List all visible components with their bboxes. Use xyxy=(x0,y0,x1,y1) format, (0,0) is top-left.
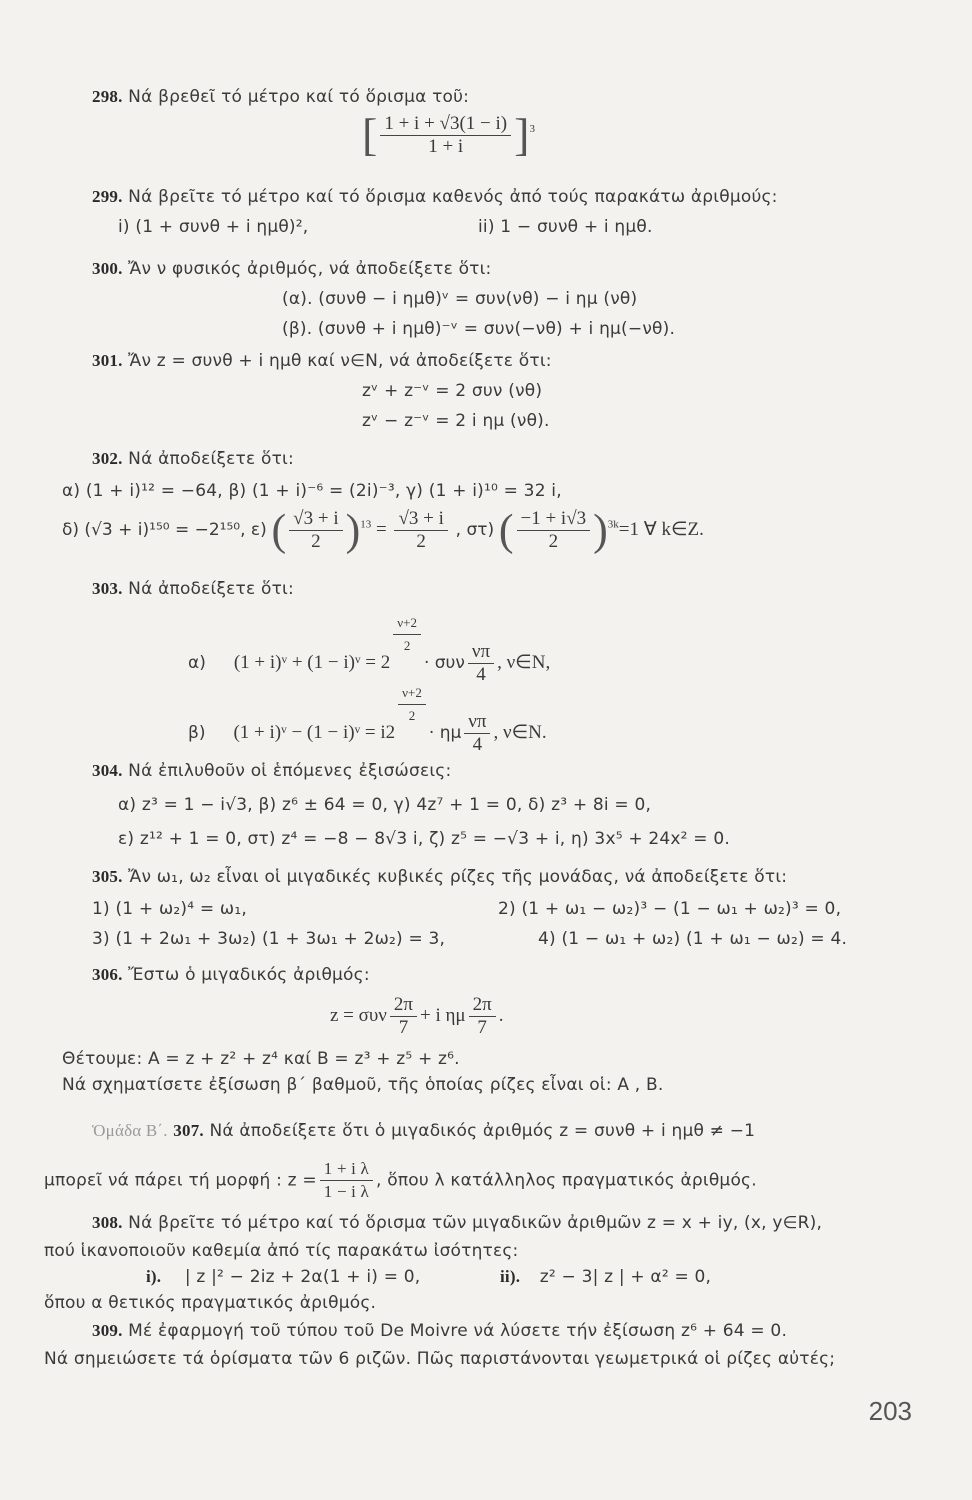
problem-text: Ἄν ω₁, ω₂ εἶναι οἱ μιγαδικές κυβικές ρίζες τῆς μονάδας, νά ἀποδείξετε ὅτι: xyxy=(128,867,788,887)
problem-text: Νά βρεῖτε τό μέτρο καί τό ὅρισμα τῶν μιγαδικῶν ἀριθμῶν z = x + iy, (x, y∈R), xyxy=(128,1213,823,1233)
problem-text: Ἄν z = συνθ + i ημθ καί ν∈N, νά ἀποδείξετε ὅτι: xyxy=(128,351,552,371)
group-heading: Ὁμάδα Β΄. xyxy=(92,1121,168,1140)
item-305-4: 4) (1 − ω₁ + ω₂) (1 + ω₁ − ω₂) = 4. xyxy=(538,929,848,949)
problem-298 xyxy=(92,86,469,108)
item-305-2: 2) (1 + ω₁ − ω₂)³ − (1 − ω₁ + ω₂)³ = 0, xyxy=(498,899,842,919)
problem-300 xyxy=(92,258,491,280)
item-306-z: z = συν $\frac{2\pi}{7}$ + i ημ $\frac{2\pi}{7}$ . xyxy=(330,994,504,1038)
problem-text: Ἔστω ὁ μιγαδικός ἀριθμός: xyxy=(128,965,370,985)
problem-309 xyxy=(92,1320,787,1342)
item-300-b: (β). (συνθ + i ημθ)⁻ᵛ = συν(−νθ) + i ημ(−νθ). xyxy=(282,319,676,339)
problem-text: Νά βρεθεῖ τό μέτρο καί τό ὅρισμα τοῦ: xyxy=(128,87,470,107)
item-306-line3: Νά σχηματίσετε ἐξίσωση β΄ βαθμοῦ, τῆς ὁποίας ρίζες εἶναι οἱ: Α , Β. xyxy=(62,1075,664,1095)
problem-text: Νά ἀποδείξετε ὅτι: xyxy=(128,449,294,469)
problem-299 xyxy=(92,186,778,208)
problem-number: 304. xyxy=(92,761,123,780)
item-299-i: i) (1 + συνθ + i ημθ)², xyxy=(118,217,309,237)
item-304-line2: ε) z¹² + 1 = 0, στ) z⁴ = −8 − 8√3 i, ζ) z⁵ = −√3 + i, η) 3x⁵ + 24x² = 0. xyxy=(118,829,730,849)
problem-text: Μέ ἐφαρμογή τοῦ τύπου τοῦ De Moivre νά λύσετε τήν ἐξίσωση z⁶ + 64 = 0. xyxy=(128,1321,788,1341)
problem-text: Νά βρεῖτε τό μέτρο καί τό ὅρισμα καθενός ἀπό τούς παρακάτω ἀριθμούς: xyxy=(128,187,778,207)
problem-number: 307. xyxy=(173,1121,204,1140)
item-309-line2: Νά σημειώσετε τά ὁρίσματα τῶν 6 ριζῶν. Πῶς παριστάνονται γεωμετρικά οἱ ρίζες αὐτές; xyxy=(44,1349,836,1369)
item-308-line4: ὅπου α θετικός πραγματικός ἀριθμός. xyxy=(44,1293,377,1313)
item-307-line2: μπορεῖ νά πάρει τή μορφή : z = $\frac{\text{1 + i λ}}{\text{1 − i λ}}$ , ὅπου λ κατάλληλος πραγματικός ἀριθμός. xyxy=(44,1159,757,1201)
item-305-1: 1) (1 + ω₂)⁴ = ω₁, xyxy=(92,899,247,919)
problem-text: Νά ἀποδείξετε ὅτι ὁ μιγαδικός ἀριθμός z = συνθ + i ημθ ≠ −1 xyxy=(209,1121,756,1141)
problem-number: 300. xyxy=(92,259,123,278)
item-299-ii: ii) 1 − συνθ + i ημθ. xyxy=(478,217,653,237)
item-300-a: (α). (συνθ − i ημθ)ᵛ = συν(νθ) − i ημ (νθ) xyxy=(282,289,638,309)
item-301-2: zᵛ − z⁻ᵛ = 2 i ημ (νθ). xyxy=(362,411,550,431)
problem-number: 308. xyxy=(92,1213,123,1232)
page-number: 203 xyxy=(868,1396,912,1426)
item-304-line1: α) z³ = 1 − i√3, β) z⁶ ± 64 = 0, γ) 4z⁷ + 1 = 0, δ) z³ + 8i = 0, xyxy=(118,795,652,815)
problem-number: 302. xyxy=(92,449,123,468)
problem-number: 298. xyxy=(92,87,123,106)
item-302-line1: α) (1 + i)¹² = −64, β) (1 + i)⁻⁶ = (2i)⁻³, γ) (1 + i)¹⁰ = 32 i, xyxy=(62,481,562,501)
item-305-3: 3) (1 + 2ω₁ + 3ω₂) (1 + 3ω₁ + 2ω₂) = 3, xyxy=(92,929,446,949)
problem-number: 306. xyxy=(92,965,123,984)
item-302-line2: δ) (√3 + i)¹⁵⁰ = −2¹⁵⁰, ε) ( $\frac{√3 + i}{2}$ )$^{13}$ = $\frac{√3 + i}{2}$ , στ) ( $\frac{-1 + i√3}{2}$ )$^{3k}$=1 ∀ k∈Z. xyxy=(62,505,704,555)
item-308-i: i). | z |² − 2iz + 2α(1 + i) = 0, xyxy=(146,1267,421,1287)
problem-number: 305. xyxy=(92,867,123,886)
fraction: $\frac{1 + i + √3(1 - i)}{1 + i}$ xyxy=(380,113,511,158)
problem-308 xyxy=(92,1212,822,1234)
problem-305 xyxy=(92,866,787,888)
item-303-a: α) (1 + i)ᵛ + (1 − i)ᵛ = 2 $\frac{\nu+2}{2}$ · συν $\frac{\nu\pi}{4}$ , ν∈N, xyxy=(188,612,550,686)
problem-307 xyxy=(92,1120,755,1142)
problem-number: 309. xyxy=(92,1321,123,1340)
problem-number: 301. xyxy=(92,351,123,370)
problem-306 xyxy=(92,964,370,986)
problem-302 xyxy=(92,448,294,470)
item-301-1: zᵛ + z⁻ᵛ = 2 συν (νθ) xyxy=(362,381,543,401)
problem-text: Ἄν ν φυσικός ἀριθμός, νά ἀποδείξετε ὅτι: xyxy=(128,259,492,279)
expression-298: [ $\frac{1 + i + √3(1 - i)}{1 + i}$ ]$^3$ xyxy=(362,109,535,160)
item-306-line2: Θέτουμε: A = z + z² + z⁴ καί B = z³ + z⁵ + z⁶. xyxy=(62,1049,460,1069)
problem-301 xyxy=(92,350,552,372)
problem-number: 299. xyxy=(92,187,123,206)
item-303-b: β) (1 + i)ᵛ − (1 − i)ᵛ = i2 $\frac{\nu+2}{2}$ · ημ $\frac{\nu\pi}{4}$ , ν∈N. xyxy=(188,682,547,756)
problem-text: Νά ἐπιλυθοῦν οἱ ἑπόμενες ἐξισώσεις: xyxy=(128,761,452,781)
problem-number: 303. xyxy=(92,579,123,598)
item-308-ii: ii). z² − 3| z | + α² = 0, xyxy=(500,1267,712,1287)
problem-303 xyxy=(92,578,294,600)
item-308-line2: πού ἱκανοποιοῦν καθεμία ἀπό τίς παρακάτω ἰσότητες: xyxy=(44,1241,519,1261)
problem-304 xyxy=(92,760,451,782)
problem-text: Νά ἀποδείξετε ὅτι: xyxy=(128,579,294,599)
